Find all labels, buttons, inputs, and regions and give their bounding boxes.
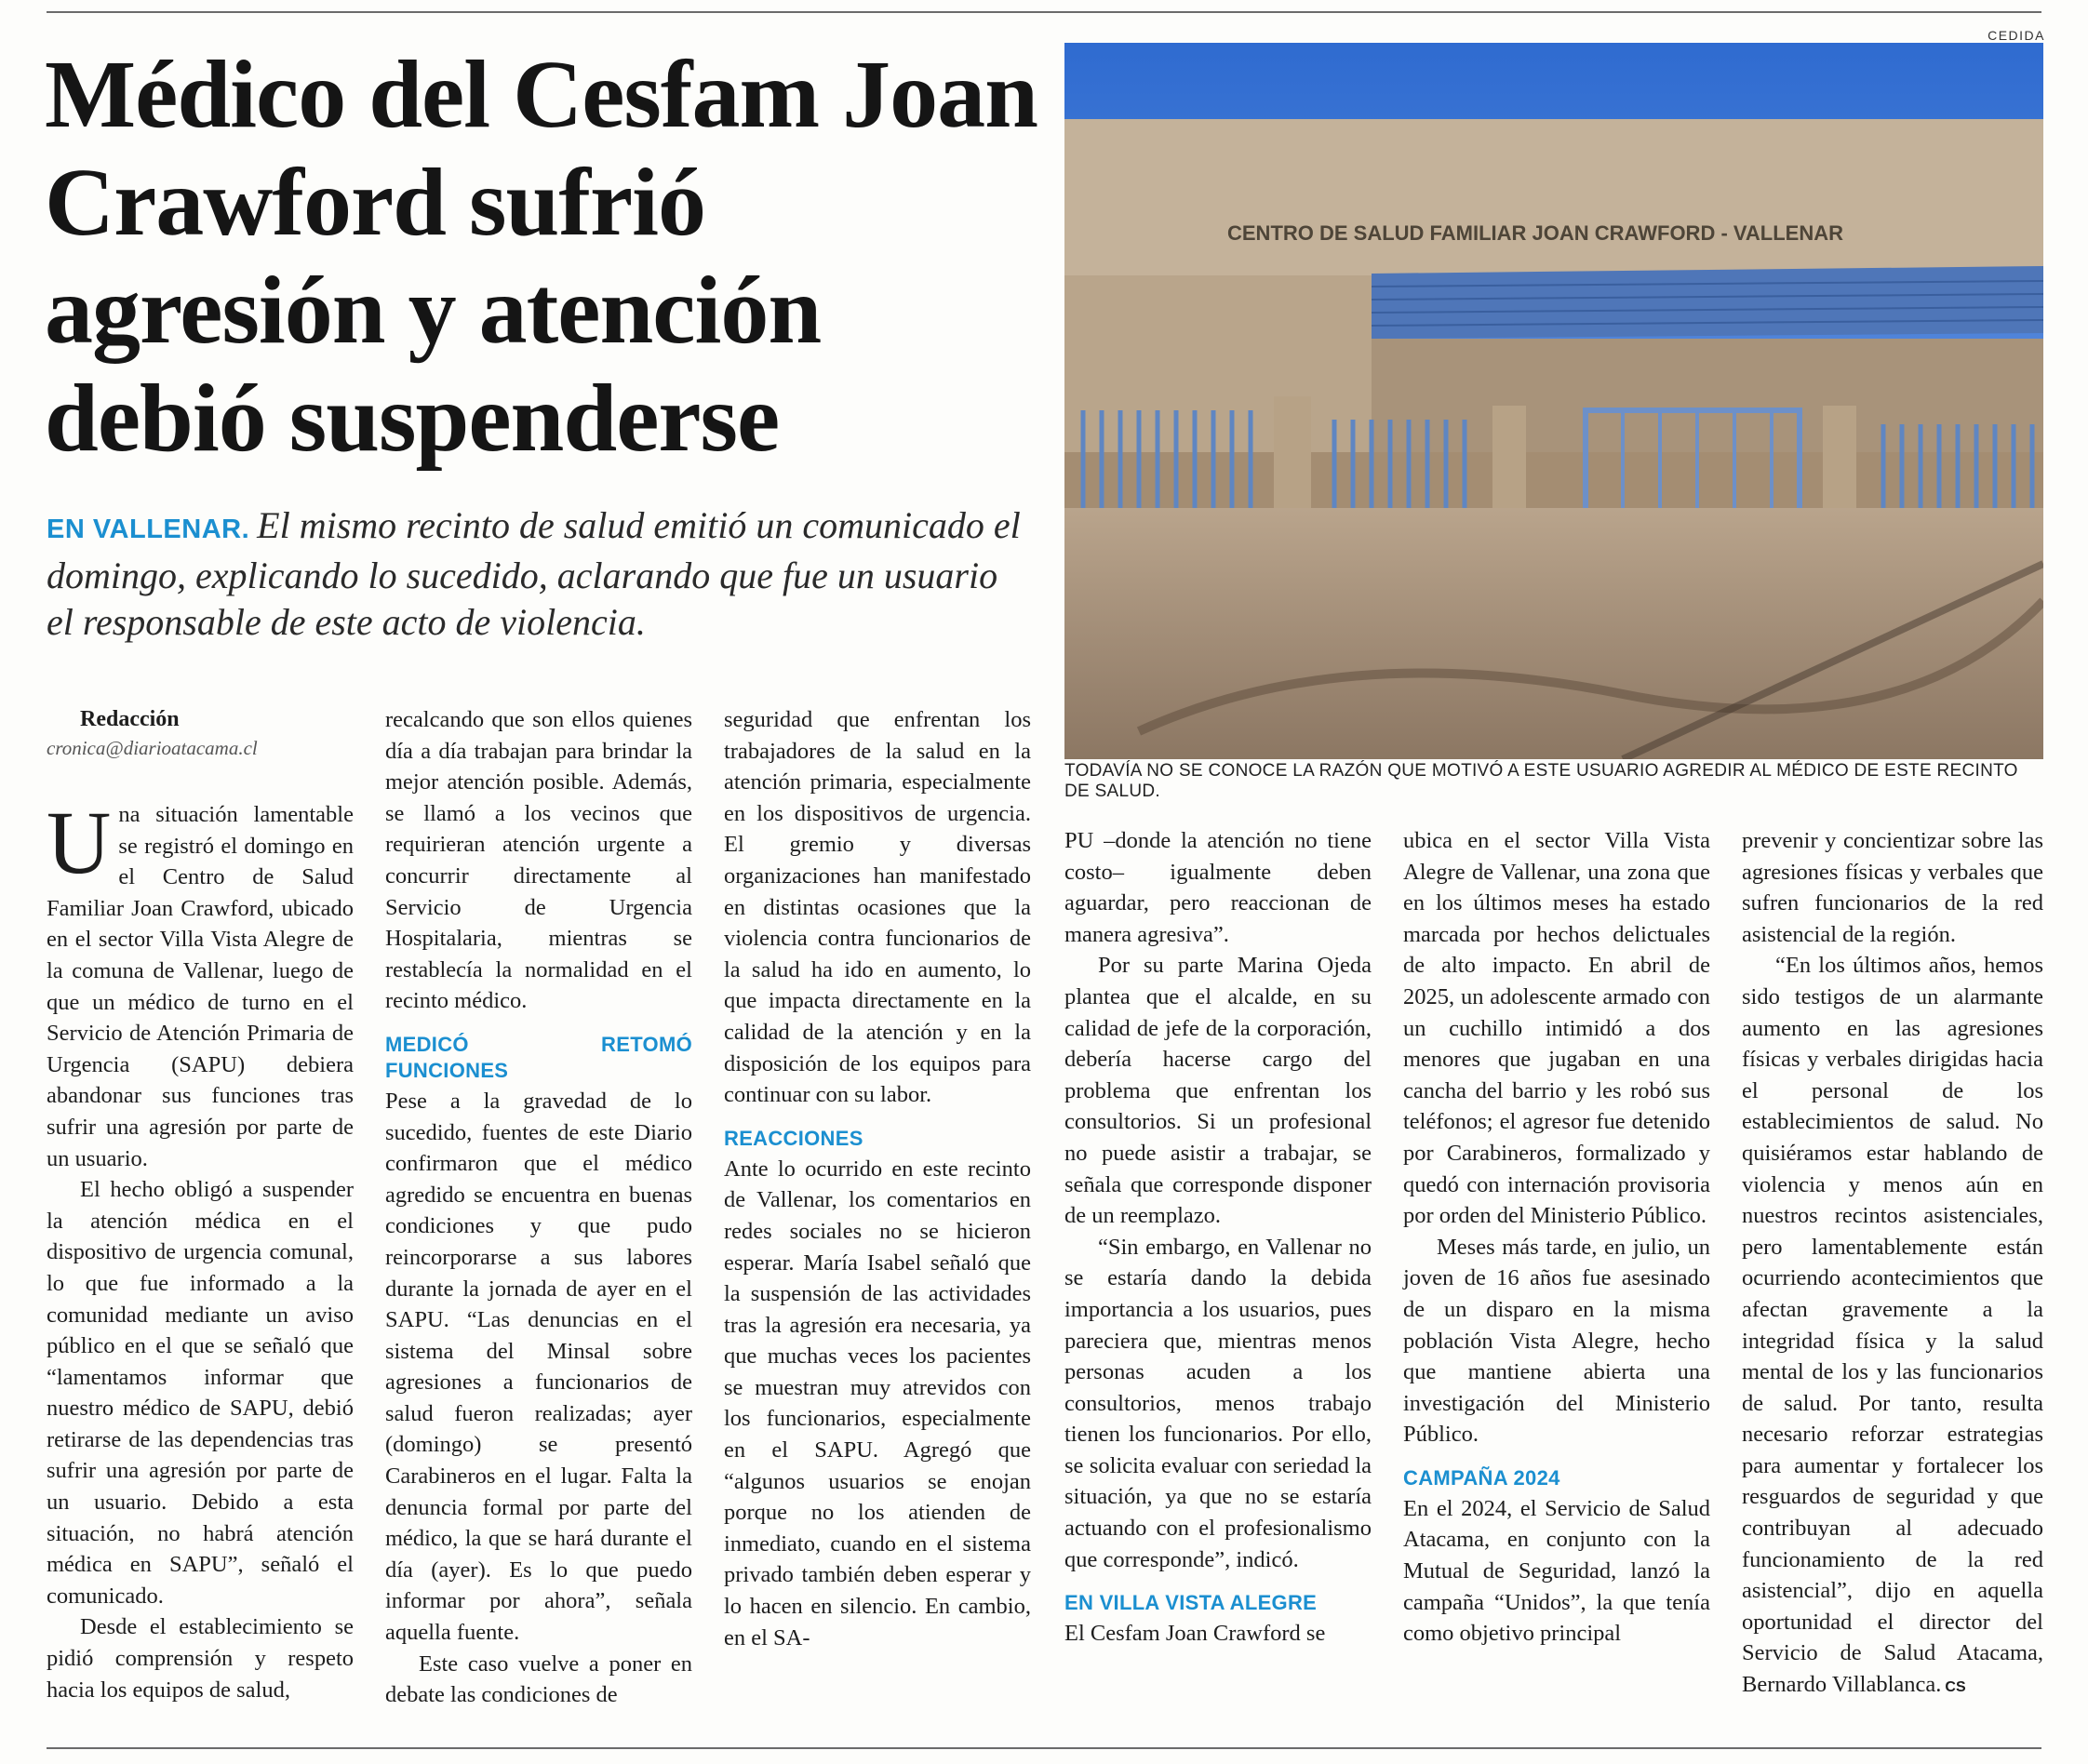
column-3 — [724, 704, 1031, 1653]
column-5 — [1403, 825, 1710, 1650]
bottom-rule — [47, 1747, 2041, 1749]
headline: Médico del Cesfam Joan Crawford sufrió agresión y atención debió suspenderse — [45, 41, 1037, 472]
paragraph: PU –donde la atención no tiene costo– igualmente deben aguardar, pero reaccionan de manera agresiva”. — [1064, 828, 1372, 947]
subheading: EN VILLA VISTA ALEGRE — [1064, 1591, 1318, 1615]
paragraph: Ante lo ocurrido en este recinto de Vallenar, los comentarios en redes sociales no se hicieron esperar. María Isabel señaló que la suspensión de las actividades tras la agresión era necesaria, ya que muchas veces los pacientes se muestran muy atrevidos con los funcionarios, especialmente en el SAPU. Agregó que “algunos usuarios se enojan porque no los atienden de inmediato, cuando en el sistema privado también deben esperar y lo hacen en silencio. En cambio, en el SA- — [724, 1156, 1031, 1650]
paragraph: Una situación lamentable se registró el domingo en el Centro de Salud Familiar Joan Crawford, ubicado en el sector Villa Vista Alegre de la comuna de Vallenar, luego de que un médico de turno en el Servicio de Atención Primaria de Urgencia (SAPU) debiera abandonar sus funciones tras sufrir una agresión por parte de un usuario. — [47, 793, 354, 1171]
paragraph: Por su parte Marina Ojeda plantea que el alcalde, en su calidad de jefe de la corporación, debería hacerse cargo del problema que enfrentan los consultorios. Si un profesional no puede asistir a trabajar, se señala que corresponde disponer de un reemplazo. — [1064, 953, 1372, 1229]
paragraph: seguridad que enfrentan los trabajadores de la salud en la atención primaria, especialmente en los dispositivos de urgencia. El gremio y diversas organizaciones han manifestado en distintas ocasiones que la violencia contra funcionarios de la salud ha ido en aumento, lo que impacta directamente en la calidad de la atención y en la disposición de los equipos para continuar con su labor. — [724, 707, 1031, 1108]
paragraph: prevenir y concientizar sobre las agresiones físicas y verbales que sufren funcionarios de la red asistencial de la región. — [1742, 828, 2043, 947]
lead-text: El mismo recinto de salud emitió un comunicado el domingo, explicando lo sucedido, aclarando que fue un usuario el responsable de este acto de violencia. — [47, 504, 1021, 643]
top-rule — [47, 11, 2041, 13]
paragraph: Pese a la gravedad de lo sucedido, fuentes de este Diario confirmaron que el médico agredido se encuentra en buenas condiciones y que pudo reincorporarse a sus labores durante la jornada de ayer en el SAPU. “Las denuncias en el sistema del Minsal sobre agresiones a funcionarios de salud fueron realizadas; ayer (domingo) se presentó Carabineros en el lugar. Falta la denuncia formal por parte del médico, la que se hará durante el día (ayer). Es lo que puedo informar por ahora”, señala aquella fuente. — [385, 1088, 692, 1646]
paragraph: “Sin embargo, en Vallenar no se estaría dando la debida importancia a los usuarios, pues pareciera que, mientras menos personas acuden a los consultorios, menos trabajo tienen los funcionarios. Por ello, se solicita evaluar con seriedad la situación, ya que no se estaría actuando con el profesionalismo que corresponde”, indicó. — [1064, 1234, 1372, 1572]
author: Redacción — [80, 707, 180, 731]
paragraph: Meses más tarde, en julio, un joven de 16 años fue asesinado de un disparo en la misma población Vista Alegre, hecho que mantiene abierta una investigación del Ministerio Público. — [1403, 1234, 1710, 1448]
paragraph: El Cesfam Joan Crawford se — [1064, 1621, 1326, 1647]
paragraph: ubica en el sector Villa Vista Alegre de Vallenar, una zona que en los últimos meses ha estado marcada por hechos delictuales de alto impacto. En abril de 2025, un adolescente armado con un cuchillo intimidó a dos menores que jugaban en una cancha del barrio y les robó sus teléfonos; el agresor fue detenido por Carabineros, formalizado y quedó con internación provisoria por orden del Ministerio Público. — [1403, 828, 1710, 1229]
drop-cap: U — [47, 793, 112, 892]
building-sign: CENTRO DE SALUD FAMILIAR JOAN CRAWFORD - VALLENAR — [1227, 221, 1844, 245]
column-4 — [1064, 825, 1372, 1650]
paragraph: “En los últimos años, hemos sido testigos de un alarmante aumento en las agresiones físicas y verbales dirigidas hacia el personal de los establecimientos de salud. No quisiéramos estar hablando de violencia y menos aún en nuestros recintos asistenciales, pero lamentablemente están ocurriendo acontecimientos que afectan gravemente a la integridad física y la salud mental de los y las funcionarios de salud. Por tanto, resulta necesario reforzar estrategias para aumentar y fortalecer los resguardos de seguridad y que contribuyan al adecuado funcionamiento de la red asistencial”, dijo en aquella oportunidad el director del Servicio de Salud Atacama, Bernardo Villablanca. CS — [1742, 953, 2043, 1698]
kicker: EN VALLENAR. — [47, 514, 250, 544]
column-1 — [47, 704, 354, 1705]
article-photo — [1064, 43, 2043, 759]
paragraph: En el 2024, el Servicio de Salud Atacama, en conjunto con la Mutual de Seguridad, lanzó la campaña “Unidos”, la que tenía como objetivo principal — [1403, 1495, 1710, 1647]
paragraph: Desde el establecimiento se pidió comprensión y respeto hacia los equipos de salud, — [47, 1614, 354, 1703]
subheading: CAMPAÑA 2024 — [1403, 1465, 1560, 1490]
paragraph: Este caso vuelve a poner en debate las condiciones de — [385, 1650, 692, 1708]
paragraph: El hecho obligó a suspender la atención médica en el dispositivo de urgencia comunal, lo que fue informado a la comunidad mediante un aviso público en el que se señaló que “lamentamos informar que nuestro médico de SAPU, debió retirarse de las dependencias tras sufrir una agresión por parte de un usuario. Debido a esta situación, no habrá atención médica en SAPU”, señaló el comunicado. — [47, 1177, 354, 1609]
cesfam-building-illustration — [1064, 43, 2043, 759]
subheading: MEDICÓ RETOMÓ FUNCIONES — [385, 1032, 692, 1082]
subheading: REACCIONES — [724, 1126, 863, 1150]
lead — [47, 502, 1033, 646]
author-email: cronica@diarioatacama.cl — [47, 737, 258, 759]
photo-caption: TODAVÍA NO SE CONOCE LA RAZÓN QUE MOTIVÓ A ESTE USUARIO AGREDIR AL MÉDICO DE ESTE RECINTO DE SALUD. — [1064, 761, 2018, 801]
photo-credit: CEDIDA — [1988, 28, 2045, 43]
column-6 — [1742, 825, 2043, 1704]
column-2 — [385, 704, 692, 1711]
end-mark: CS — [1945, 1679, 1966, 1696]
paragraph: recalcando que son ellos quienes día a día trabajan para brindar la mejor atención posible. Además, se llamó a los vecinos que requirieran atención urgente a concurrir directamente al Servicio de Urgencia Hospitalaria, mientras se restablecía la normalidad en el recinto médico. — [385, 707, 692, 1014]
